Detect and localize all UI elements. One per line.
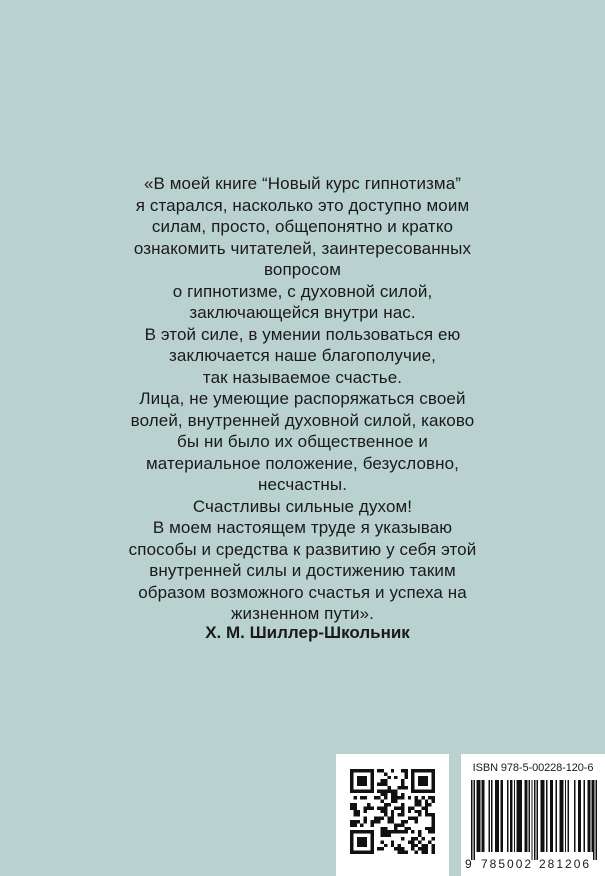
quote-line: Счастливы сильные духом! bbox=[192, 496, 413, 516]
barcode-panel bbox=[461, 754, 605, 876]
quote-line: бы ни было их общественное и bbox=[177, 432, 428, 451]
qr-code-panel bbox=[336, 754, 449, 876]
quote-line: волей, внутренней духовной силой, каково bbox=[130, 410, 475, 430]
quote-line: я старался, насколько это доступно моим bbox=[135, 195, 470, 215]
quote-line: материальное положение, безусловно, bbox=[146, 453, 459, 473]
ean-first-digit: 9 bbox=[465, 857, 472, 871]
ean-right-group: 281206 bbox=[539, 857, 592, 871]
quote-line: силам, просто, общепонятно и кратко bbox=[151, 217, 454, 236]
quote-line: о гипнотизме, с духовной силой, bbox=[172, 281, 433, 301]
quote-line: так называемое счастье. bbox=[202, 367, 403, 387]
quote-line: несчастны. bbox=[257, 475, 348, 494]
quote-line: «В моей книге “Новый курс гипнотизма” bbox=[143, 174, 462, 193]
quote-line: Лица, не умеющие распоряжаться своей bbox=[139, 389, 466, 408]
quote-line: ознакомить читателей, заинтересованных bbox=[133, 238, 472, 258]
quote-line: заключающейся внутри нас. bbox=[189, 303, 416, 322]
quote-line: образом возможного счастья и успеха на bbox=[138, 582, 467, 602]
qr-code-icon bbox=[350, 769, 435, 854]
quote-block bbox=[60, 173, 545, 625]
ean-left-group: 785002 bbox=[481, 857, 534, 871]
barcode-icon bbox=[471, 780, 597, 860]
quote-line: внутренней силы и достижению таким bbox=[149, 561, 456, 580]
quote-line: способы и средства к развитию у себя этой bbox=[128, 539, 477, 559]
quote-line: заключается наше благополучие, bbox=[169, 346, 436, 365]
isbn-label: ISBN 978-5-00228-120-6 bbox=[472, 762, 594, 774]
quote-line: В моем настоящем труде я указываю bbox=[152, 518, 453, 537]
quote-line: В этой силе, в умении пользоваться ею bbox=[144, 324, 461, 344]
author-name: Х. М. Шиллер-Школьник bbox=[205, 623, 410, 642]
quote-line: жизненном пути». bbox=[231, 604, 374, 623]
quote-line: вопросом bbox=[263, 260, 342, 279]
